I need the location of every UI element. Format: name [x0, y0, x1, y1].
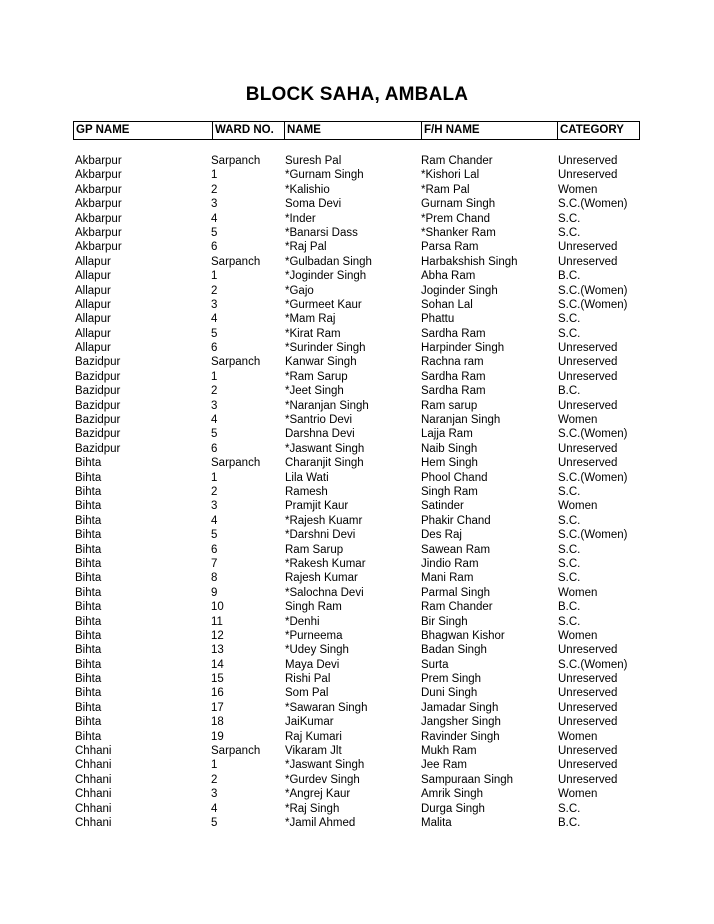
ward-no-cell: 4	[211, 212, 218, 225]
column-header-ward-no: WARD NO.	[212, 122, 284, 139]
gp-name-cell: Chhani	[75, 816, 112, 829]
table-row	[75, 284, 675, 298]
ward-no-cell: 4	[211, 313, 218, 326]
name-cell: Pramjit Kaur	[285, 500, 349, 513]
ward-no-cell: 4	[211, 414, 218, 427]
table-row	[75, 787, 675, 801]
gp-name-cell: Bihta	[75, 586, 102, 599]
category-cell: Unreserved	[558, 356, 618, 369]
table-row	[75, 471, 675, 485]
category-cell: Women	[558, 500, 598, 513]
column-header-category: CATEGORY	[557, 122, 639, 139]
fh-name-cell: *Ram Pal	[421, 183, 470, 196]
table-row	[75, 758, 675, 772]
category-cell: Unreserved	[558, 241, 618, 254]
fh-name-cell: Sohan Lal	[421, 298, 473, 311]
table-row	[75, 615, 675, 629]
category-cell: S.C.(Women)	[558, 198, 628, 211]
ward-no-cell: 7	[211, 557, 218, 570]
category-cell: Unreserved	[558, 169, 618, 182]
name-cell: *Jamil Ahmed	[285, 816, 356, 829]
table-row	[75, 485, 675, 499]
name-cell: *Raj Singh	[285, 802, 340, 815]
name-cell: *Purneema	[285, 629, 343, 642]
ward-no-cell: 3	[211, 198, 218, 211]
table-row	[75, 355, 675, 369]
fh-name-cell: Durga Singh	[421, 802, 485, 815]
gp-name-cell: Bazidpur	[75, 414, 121, 427]
category-cell: Unreserved	[558, 644, 618, 657]
ward-no-cell: Sarpanch	[211, 155, 261, 167]
ward-no-cell: 18	[211, 716, 224, 729]
gp-name-cell: Bihta	[75, 601, 102, 614]
table-row	[75, 586, 675, 600]
name-cell: Soma Devi	[285, 198, 342, 211]
ward-no-cell: 6	[211, 342, 218, 355]
name-cell: *Gurnam Singh	[285, 169, 364, 182]
table-row	[75, 802, 675, 816]
category-cell: Unreserved	[558, 716, 618, 729]
fh-name-cell: Singh Ram	[421, 485, 478, 498]
table-row	[75, 456, 675, 470]
category-cell: S.C.	[558, 572, 581, 585]
category-cell: S.C.	[558, 226, 581, 239]
table-row	[75, 629, 675, 643]
fh-name-cell: Harpinder Singh	[421, 342, 505, 355]
fh-name-cell: Jamadar Singh	[421, 701, 499, 714]
gp-name-cell: Allapur	[75, 270, 111, 283]
fh-name-cell: Rachna ram	[421, 356, 484, 369]
table-row	[75, 686, 675, 700]
gp-name-cell: Chhani	[75, 773, 112, 786]
gp-name-cell: Bihta	[75, 730, 102, 743]
category-cell: B.C.	[558, 601, 581, 614]
table-row	[75, 514, 675, 528]
name-cell: *Ram Sarup	[285, 370, 348, 383]
ward-no-cell: 10	[211, 601, 224, 614]
fh-name-cell: Badan Singh	[421, 644, 487, 657]
fh-name-cell: Malita	[421, 816, 452, 829]
ward-no-cell: 16	[211, 687, 224, 700]
gp-name-cell: Akbarpur	[75, 169, 122, 182]
category-cell: Women	[558, 183, 598, 196]
table-header	[73, 121, 640, 140]
fh-name-cell: *Prem Chand	[421, 212, 491, 225]
category-cell: S.C.	[558, 514, 581, 527]
name-cell: Charanjit Singh	[285, 457, 364, 470]
category-cell: S.C.	[558, 557, 581, 570]
gp-name-cell: Bihta	[75, 500, 102, 513]
fh-name-cell: Sardha Ram	[421, 385, 486, 398]
name-cell: Singh Ram	[285, 601, 342, 614]
name-cell: Raj Kumari	[285, 730, 342, 743]
ward-no-cell: 5	[211, 529, 218, 542]
fh-name-cell: Bir Singh	[421, 615, 468, 628]
table-row	[75, 442, 675, 456]
category-cell: Unreserved	[558, 687, 618, 700]
ward-no-cell: 6	[211, 543, 218, 556]
ward-no-cell: 5	[211, 226, 218, 239]
gp-name-cell: Bihta	[75, 658, 102, 671]
category-cell: Women	[558, 788, 598, 801]
gp-name-cell: Allapur	[75, 313, 111, 326]
name-cell: Rishi Pal	[285, 673, 331, 686]
fh-name-cell: Naranjan Singh	[421, 414, 501, 427]
fh-name-cell: Parmal Singh	[421, 586, 491, 599]
ward-no-cell: 12	[211, 629, 224, 642]
gp-name-cell: Allapur	[75, 298, 111, 311]
category-cell: Unreserved	[558, 342, 618, 355]
fh-name-cell: Satinder	[421, 500, 464, 513]
category-cell: S.C.	[558, 485, 581, 498]
fh-name-cell: Jangsher Singh	[421, 716, 501, 729]
name-cell: *Angrej Kaur	[285, 788, 351, 801]
name-cell: Darshna Devi	[285, 428, 355, 441]
ward-no-cell: 6	[211, 442, 218, 455]
fh-name-cell: Joginder Singh	[421, 284, 498, 297]
table-row	[75, 197, 675, 211]
fh-name-cell: Ram sarup	[421, 399, 478, 412]
fh-name-cell: Parsa Ram	[421, 241, 479, 254]
ward-no-cell: 11	[211, 615, 223, 628]
name-cell: Som Pal	[285, 687, 329, 700]
gp-name-cell: Bihta	[75, 644, 102, 657]
fh-name-cell: Harbakshish Singh	[421, 255, 518, 268]
ward-no-cell: 4	[211, 514, 218, 527]
category-cell: Unreserved	[558, 442, 618, 455]
gp-name-cell: Chhani	[75, 788, 112, 801]
ward-no-cell: 1	[211, 370, 218, 383]
gp-name-cell: Bihta	[75, 485, 102, 498]
fh-name-cell: Phakir Chand	[421, 514, 491, 527]
gp-name-cell: Allapur	[75, 327, 111, 340]
category-cell: S.C.	[558, 212, 581, 225]
gp-name-cell: Bihta	[75, 543, 102, 556]
table-row	[75, 212, 675, 226]
name-cell: JaiKumar	[285, 716, 334, 729]
gp-name-cell: Bihta	[75, 514, 102, 527]
fh-name-cell: Sardha Ram	[421, 327, 486, 340]
category-cell: Women	[558, 730, 598, 743]
name-cell: *Jaswant Singh	[285, 442, 365, 455]
fh-name-cell: Ram Chander	[421, 601, 493, 614]
ward-no-cell: 19	[211, 730, 224, 743]
category-cell: Women	[558, 629, 598, 642]
name-cell: Ramesh	[285, 485, 328, 498]
table-row	[75, 643, 675, 657]
table-row	[75, 744, 675, 758]
name-cell: *Santrio Devi	[285, 414, 353, 427]
table-row	[75, 269, 675, 283]
table-row	[75, 327, 675, 341]
name-cell: *Sawaran Singh	[285, 701, 368, 714]
column-header-name: NAME	[284, 122, 421, 139]
gp-name-cell: Chhani	[75, 745, 112, 758]
category-cell: S.C.(Women)	[558, 298, 628, 311]
table-row	[75, 672, 675, 686]
table-row	[75, 341, 675, 355]
fh-name-cell: Surta	[421, 658, 449, 671]
fh-name-cell: Ram Chander	[421, 155, 493, 167]
table-row	[75, 543, 675, 557]
ward-no-cell: 1	[211, 270, 218, 283]
ward-no-cell: 2	[211, 183, 218, 196]
fh-name-cell: Mani Ram	[421, 572, 474, 585]
table-row	[75, 427, 675, 441]
ward-no-cell: 1	[211, 169, 218, 182]
gp-name-cell: Akbarpur	[75, 183, 122, 196]
name-cell: *Surinder Singh	[285, 342, 366, 355]
gp-name-cell: Bazidpur	[75, 385, 121, 398]
ward-no-cell: 1	[211, 759, 218, 772]
table-row	[75, 528, 675, 542]
fh-name-cell: *Shanker Ram	[421, 226, 496, 239]
table-row	[75, 384, 675, 398]
name-cell: Kanwar Singh	[285, 356, 357, 369]
name-cell: *Mam Raj	[285, 313, 336, 326]
gp-name-cell: Akbarpur	[75, 212, 122, 225]
name-cell: *Udey Singh	[285, 644, 349, 657]
fh-name-cell: Jee Ram	[421, 759, 468, 772]
table-row	[75, 715, 675, 729]
table-row	[75, 312, 675, 326]
category-cell: Unreserved	[558, 773, 618, 786]
gp-name-cell: Bazidpur	[75, 370, 121, 383]
fh-name-cell: Sampuraan Singh	[421, 773, 514, 786]
name-cell: Vikaram Jlt	[285, 745, 342, 758]
name-cell: *Inder	[285, 212, 316, 225]
table-row	[75, 168, 675, 182]
category-cell: S.C.	[558, 615, 581, 628]
gp-name-cell: Akbarpur	[75, 241, 122, 254]
fh-name-cell: Sawean Ram	[421, 543, 491, 556]
ward-no-cell: 15	[211, 673, 224, 686]
gp-name-cell: Bazidpur	[75, 428, 121, 441]
column-header-fh-name: F/H NAME	[421, 122, 557, 139]
category-cell: Unreserved	[558, 701, 618, 714]
ward-no-cell: 2	[211, 485, 218, 498]
fh-name-cell: Naib Singh	[421, 442, 478, 455]
column-header-gp-name: GP NAME	[76, 124, 130, 136]
ward-no-cell: 2	[211, 284, 218, 297]
fh-name-cell: Jindio Ram	[421, 557, 479, 570]
ward-no-cell: 5	[211, 816, 218, 829]
fh-name-cell: Amrik Singh	[421, 788, 483, 801]
category-cell: S.C.(Women)	[558, 284, 628, 297]
ward-no-cell: 9	[211, 586, 218, 599]
ward-no-cell: Sarpanch	[211, 356, 261, 369]
ward-no-cell: 2	[211, 773, 218, 786]
category-cell: S.C.	[558, 327, 581, 340]
gp-name-cell: Allapur	[75, 255, 111, 268]
name-cell: *Jaswant Singh	[285, 759, 365, 772]
table-row	[75, 183, 675, 197]
gp-name-cell: Bihta	[75, 701, 102, 714]
table-row	[75, 600, 675, 614]
name-cell: *Rakesh Kumar	[285, 557, 366, 570]
fh-name-cell: Des Raj	[421, 529, 462, 542]
fh-name-cell: *Kishori Lal	[421, 169, 480, 182]
gp-name-cell: Allapur	[75, 342, 111, 355]
fh-name-cell: Duni Singh	[421, 687, 478, 700]
name-cell: *Jeet Singh	[285, 385, 344, 398]
fh-name-cell: Prem Singh	[421, 673, 482, 686]
table-row	[75, 413, 675, 427]
ward-no-cell: 6	[211, 241, 218, 254]
table-row	[75, 298, 675, 312]
name-cell: *Kirat Ram	[285, 327, 341, 340]
table-row	[75, 730, 675, 744]
name-cell: *Gulbadan Singh	[285, 255, 372, 268]
table-row	[75, 255, 675, 269]
name-cell: Rajesh Kumar	[285, 572, 358, 585]
fh-name-cell: Bhagwan Kishor	[421, 629, 505, 642]
category-cell: S.C.(Women)	[558, 529, 628, 542]
gp-name-cell: Bihta	[75, 615, 102, 628]
ward-no-cell: 1	[211, 471, 218, 484]
table-row	[75, 154, 675, 168]
name-cell: *Raj Pal	[285, 241, 327, 254]
ward-no-cell: Sarpanch	[211, 745, 261, 758]
ward-no-cell: 3	[211, 500, 218, 513]
category-cell: S.C.(Women)	[558, 471, 628, 484]
category-cell: Unreserved	[558, 370, 618, 383]
name-cell: Lila Wati	[285, 471, 329, 484]
category-cell: S.C.(Women)	[558, 428, 628, 441]
ward-no-cell: 8	[211, 572, 218, 585]
gp-name-cell: Akbarpur	[75, 226, 122, 239]
name-cell: *Gajo	[285, 284, 314, 297]
name-cell: *Joginder Singh	[285, 270, 367, 283]
ward-no-cell: 4	[211, 802, 218, 815]
fh-name-cell: Abha Ram	[421, 270, 476, 283]
ward-no-cell: 5	[211, 428, 218, 441]
fh-name-cell: Sardha Ram	[421, 370, 486, 383]
name-cell: Ram Sarup	[285, 543, 344, 556]
ward-no-cell: Sarpanch	[211, 255, 261, 268]
table-body	[75, 154, 675, 830]
gp-name-cell: Bihta	[75, 716, 102, 729]
category-cell: Unreserved	[558, 255, 618, 268]
category-cell: Unreserved	[558, 399, 618, 412]
page-title: BLOCK SAHA, AMBALA	[245, 84, 469, 105]
category-cell: Women	[558, 414, 598, 427]
category-cell: B.C.	[558, 270, 581, 283]
fh-name-cell: Ravinder Singh	[421, 730, 500, 743]
fh-name-cell: Phattu	[421, 313, 455, 326]
ward-no-cell: 14	[211, 658, 224, 671]
name-cell: *Darshni Devi	[285, 529, 356, 542]
gp-name-cell: Akbarpur	[75, 155, 122, 167]
category-cell: Unreserved	[558, 759, 618, 772]
gp-name-cell: Chhani	[75, 759, 112, 772]
category-cell: Women	[558, 586, 598, 599]
name-cell: *Rajesh Kuamr	[285, 514, 363, 527]
gp-name-cell: Bazidpur	[75, 399, 121, 412]
table-row	[75, 658, 675, 672]
gp-name-cell: Bazidpur	[75, 442, 121, 455]
ward-no-cell: 3	[211, 399, 218, 412]
ward-no-cell: Sarpanch	[211, 457, 261, 470]
name-cell: *Banarsi Dass	[285, 226, 358, 239]
category-cell: Unreserved	[558, 457, 618, 470]
table-row	[75, 240, 675, 254]
table-row	[75, 701, 675, 715]
table-row	[75, 499, 675, 513]
gp-name-cell: Bihta	[75, 629, 102, 642]
gp-name-cell: Bihta	[75, 471, 102, 484]
fh-name-cell: Hem Singh	[421, 457, 478, 470]
gp-name-cell: Bihta	[75, 529, 102, 542]
fh-name-cell: Lajja Ram	[421, 428, 473, 441]
gp-name-cell: Bihta	[75, 457, 102, 470]
fh-name-cell: Phool Chand	[421, 471, 488, 484]
table-row	[75, 773, 675, 787]
ward-no-cell: 17	[211, 701, 224, 714]
table-row	[75, 816, 675, 830]
ward-no-cell: 13	[211, 644, 224, 657]
ward-no-cell: 5	[211, 327, 218, 340]
table-row	[75, 226, 675, 240]
gp-name-cell: Allapur	[75, 284, 111, 297]
gp-name-cell: Bihta	[75, 673, 102, 686]
gp-name-cell: Bihta	[75, 687, 102, 700]
ward-no-cell: 3	[211, 788, 218, 801]
table-row	[75, 370, 675, 384]
table-row	[75, 399, 675, 413]
ward-no-cell: 3	[211, 298, 218, 311]
gp-name-cell: Chhani	[75, 802, 112, 815]
gp-name-cell: Bihta	[75, 572, 102, 585]
name-cell: *Naranjan Singh	[285, 399, 369, 412]
gp-name-cell: Bihta	[75, 557, 102, 570]
name-cell: *Gurmeet Kaur	[285, 298, 362, 311]
name-cell: *Salochna Devi	[285, 586, 364, 599]
table-row	[75, 571, 675, 585]
table-row	[75, 557, 675, 571]
name-cell: Maya Devi	[285, 658, 340, 671]
category-cell: Unreserved	[558, 745, 618, 758]
category-cell: Unreserved	[558, 155, 618, 167]
name-cell: *Gurdev Singh	[285, 773, 360, 786]
gp-name-cell: Bazidpur	[75, 356, 121, 369]
gp-name-cell: Akbarpur	[75, 198, 122, 211]
ward-no-cell: 2	[211, 385, 218, 398]
category-cell: S.C.	[558, 313, 581, 326]
fh-name-cell: Gurnam Singh	[421, 198, 496, 211]
category-cell: S.C.	[558, 543, 581, 556]
name-cell: *Denhi	[285, 615, 320, 628]
name-cell: *Kalishio	[285, 183, 330, 196]
name-cell: Suresh Pal	[285, 155, 342, 167]
category-cell: S.C.	[558, 802, 581, 815]
category-cell: B.C.	[558, 385, 581, 398]
category-cell: B.C.	[558, 816, 581, 829]
category-cell: Unreserved	[558, 673, 618, 686]
category-cell: S.C.(Women)	[558, 658, 628, 671]
fh-name-cell: Mukh Ram	[421, 745, 477, 758]
